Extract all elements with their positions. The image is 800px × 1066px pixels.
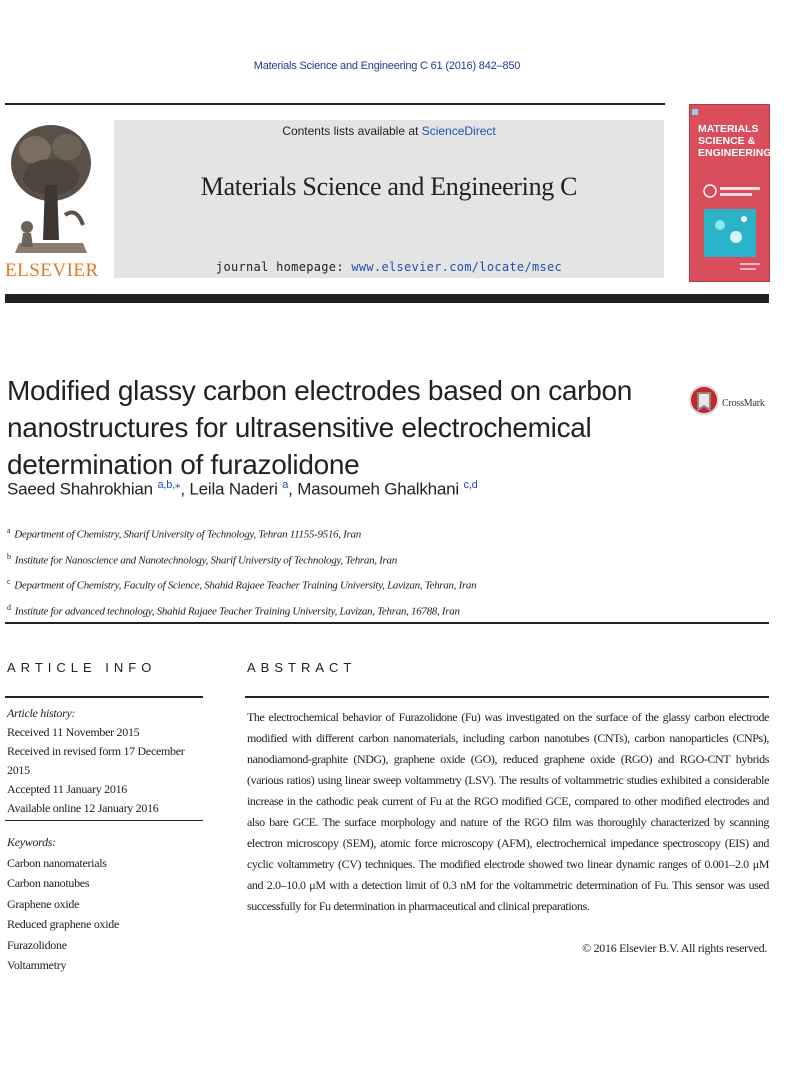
journal-banner — [114, 120, 664, 278]
elsevier-logo[interactable] — [5, 115, 97, 283]
article-info-heading: ARTICLE INFO — [7, 660, 157, 675]
crossmark-badge[interactable] — [688, 378, 778, 428]
cover-artwork-icon — [690, 105, 772, 281]
affiliation-text: Institute for Nanoscience and Nanotechnology, Sharif University of Technology, Tehran, Iran — [14, 554, 397, 567]
cover-title: MATERIALS SCIENCE & ENGINEERING — [698, 123, 772, 159]
crossmark-icon — [688, 378, 720, 422]
author-name[interactable]: Masoumeh Ghalkhani — [297, 479, 459, 499]
contents-line — [114, 124, 664, 138]
keywords-label: Keywords: — [7, 835, 56, 849]
affiliation-marker: c — [7, 577, 11, 587]
abstract-text: The electrochemical behavior of Furazolidone (Fu) was investigated on the surface of the glassy carbon electrode modified with different carbon nanomaterials, including carbon nanotubes (CNTs), carbon nanoparticles (CNPs), nanodiamond-graphite (NDG), graphene oxide (GO), reduced graphene oxide (RGO) and RGO-CNT hybrids (various ratios) using linear sweep voltammetry (LSV). The results of voltammetric studies exhibited a considerable increase in the cathodic peak current of Fu at the RGO modified GCE, compared to other modified electrodes and also bare GCE. The surface morphology and nature of the RGO film was thoroughly characterized by scanning electron microscopy (SEM), atomic force microscopy (AFM), electrochemical impedance spectroscopy (EIS) and cyclic voltammetry (CV) techniques. The modified electrode showed two linear dynamic ranges of 0.001–2.0 μM and 2.0–10.0 μM with a detection limit of 0.3 nM for the voltammetric determination of Fu. This sensor was used successfully for Fu determination in pharmaceutical and clinical preparations. — [247, 710, 769, 913]
affiliation-item — [7, 597, 707, 623]
elsevier-tree-icon — [5, 115, 97, 257]
author-separator: , — [180, 479, 190, 499]
article-history-label: Article history: — [7, 706, 76, 720]
journal-citation[interactable]: Materials Science and Engineering C 61 (2016) 842–850 — [253, 60, 521, 72]
author-superscript[interactable]: c,d — [463, 479, 478, 491]
homepage-link[interactable]: www.elsevier.com/locate/msec — [351, 260, 563, 274]
keyword-item: Graphene oxide — [7, 896, 80, 911]
journal-title: Materials Science and Engineering C — [200, 172, 578, 201]
history-item: Accepted 11 January 2016 — [7, 782, 127, 796]
copyright-notice: © 2016 Elsevier B.V. All rights reserved. — [582, 941, 767, 955]
author-superscript[interactable]: a,b,⁎ — [157, 479, 181, 491]
keyword-item: Carbon nanomaterials — [7, 855, 107, 870]
affiliation-item — [7, 571, 707, 597]
sciencedirect-link[interactable]: ScienceDirect — [421, 124, 496, 138]
affiliation-text: Institute for advanced technology, Shahid Rajaee Teacher Training University, Lavizan, Tehran, 16788, Iran — [14, 605, 460, 618]
affiliation-text: Department of Chemistry, Faculty of Science, Shahid Rajaee Teacher Training University, Lavizan, Tehran, Iran — [14, 579, 477, 592]
history-item: Received in revised form 17 December 2015 — [7, 744, 185, 777]
affiliation-list — [7, 520, 707, 623]
author-separator: , — [288, 479, 298, 499]
affiliation-item — [7, 520, 707, 546]
section-divider — [5, 622, 769, 624]
history-item: Available online 12 January 2016 — [7, 801, 159, 815]
affiliation-item — [7, 546, 707, 572]
author-name[interactable]: Leila Naderi — [189, 479, 278, 499]
contents-prefix: Contents lists available at — [282, 124, 422, 138]
article-info-rule — [5, 696, 203, 698]
affiliation-marker: d — [7, 602, 11, 612]
keywords-list — [7, 832, 207, 976]
author-superscript[interactable]: a — [282, 479, 289, 491]
keyword-item: Reduced graphene oxide — [7, 917, 120, 931]
homepage-prefix: journal homepage: — [215, 260, 352, 274]
affiliation-text: Department of Chemistry, Sharif University of Technology, Tehran 11155-9516, Iran — [14, 528, 361, 541]
header-rule — [5, 103, 665, 105]
banner-bottom-rule — [5, 294, 769, 303]
elsevier-wordmark: ELSEVIER — [5, 260, 99, 281]
journal-homepage — [114, 260, 664, 274]
article-history — [7, 704, 207, 818]
keywords-rule — [5, 820, 203, 821]
author-name[interactable]: Saeed Shahrokhian — [7, 479, 153, 499]
crossmark-label: CrossMark — [722, 398, 765, 409]
abstract-heading: ABSTRACT — [247, 660, 357, 675]
affiliation-marker: a — [7, 526, 11, 535]
keyword-item: Furazolidone — [7, 937, 67, 952]
abstract-rule — [245, 696, 769, 698]
keyword-item: Voltammetry — [7, 958, 67, 972]
article-title: Modified glassy carbon electrodes based on carbon nanostructures for ultrasensitive electrochemical determination of furazolidone — [7, 375, 633, 480]
keyword-item: Carbon nanotubes — [7, 876, 90, 890]
affiliation-marker: b — [7, 551, 11, 561]
history-item: Received 11 November 2015 — [7, 725, 140, 739]
author-list — [7, 478, 478, 500]
journal-cover[interactable] — [689, 104, 770, 282]
